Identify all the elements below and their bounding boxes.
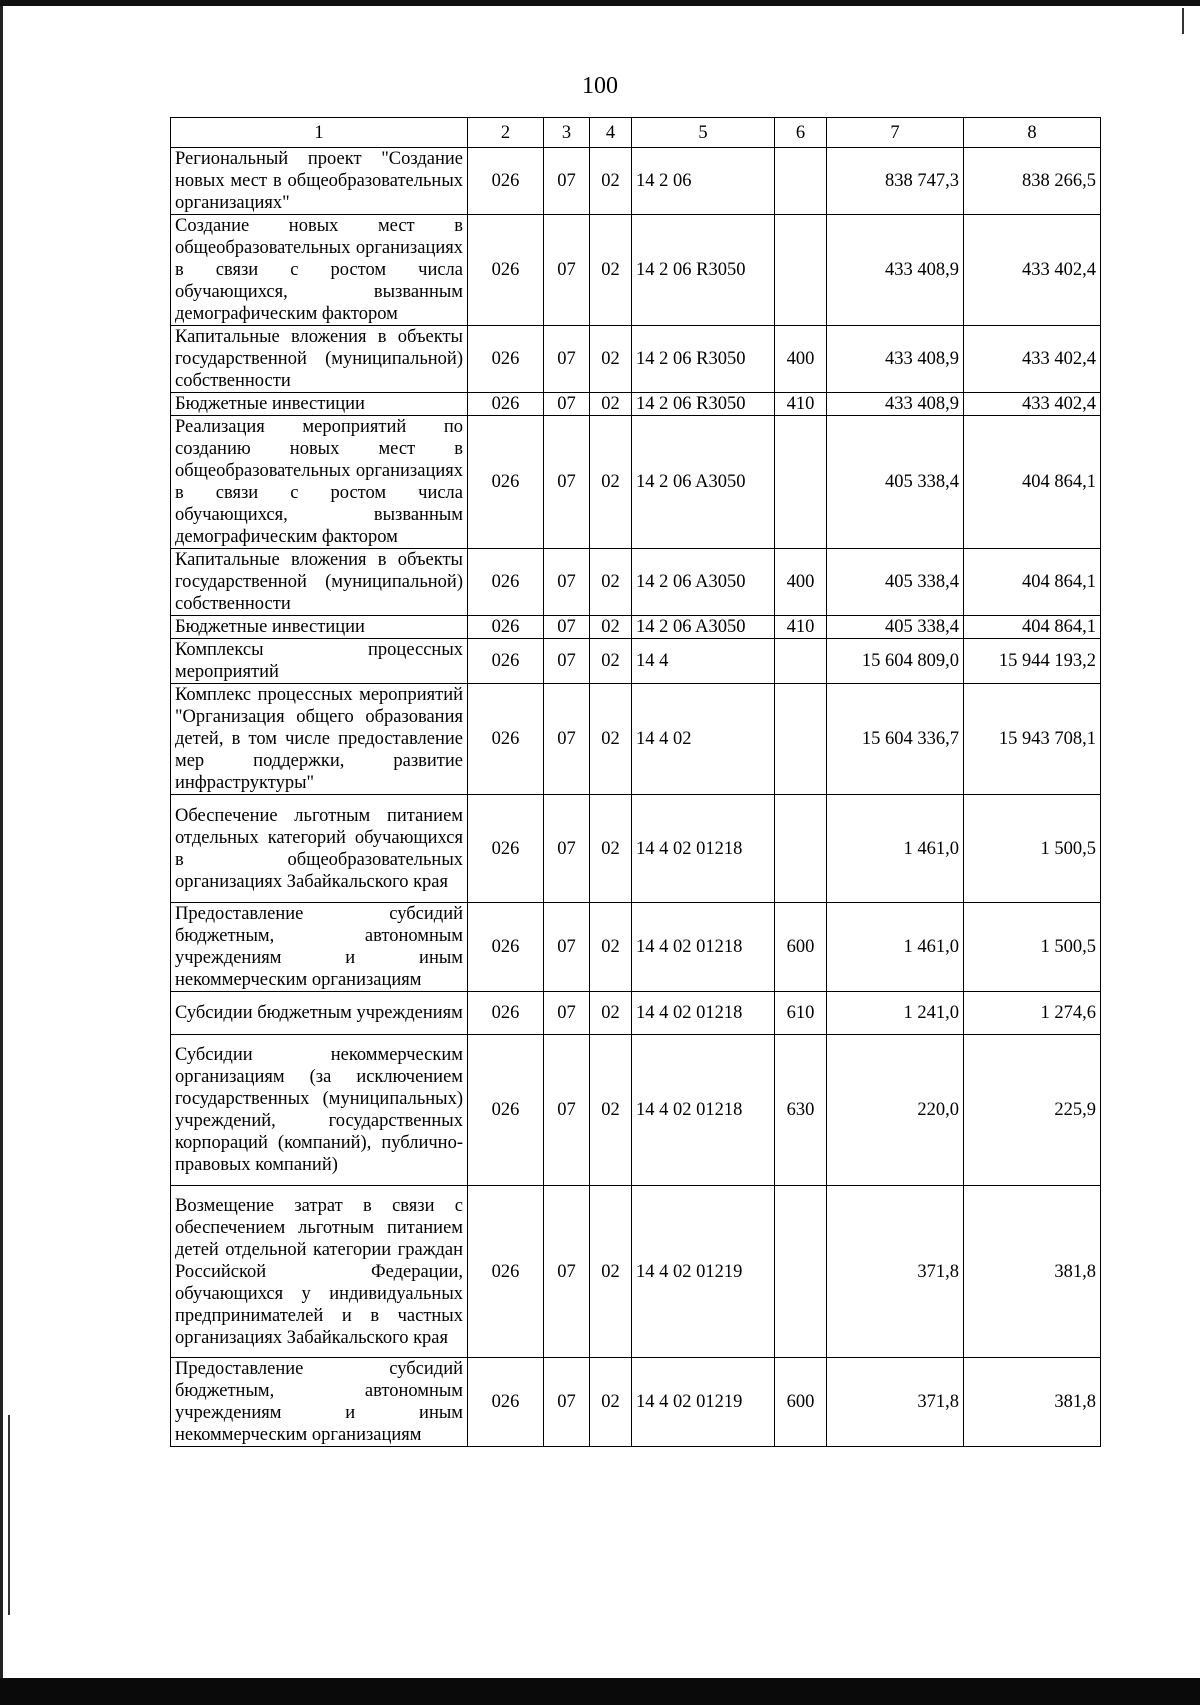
admin-code-cell: 026: [468, 416, 544, 549]
table-header: [171, 118, 1101, 148]
target-article-cell: 14 2 06 R3050: [632, 326, 775, 393]
table-row: [171, 616, 1101, 639]
column-header: 8: [964, 118, 1101, 148]
subsection-code-cell: 02: [590, 1035, 632, 1186]
admin-code-cell: 026: [468, 992, 544, 1035]
target-article-cell: 14 4 02 01219: [632, 1358, 775, 1447]
table-row: [171, 1035, 1101, 1186]
expense-type-cell: 600: [775, 1358, 827, 1447]
row-name-cell: Капитальные вложения в объекты государственной (муниципальной) собственности: [171, 549, 468, 616]
amount-year1-cell: 371,8: [827, 1358, 964, 1447]
subsection-code-cell: 02: [590, 549, 632, 616]
expense-type-cell: 410: [775, 616, 827, 639]
row-name-cell: Комплексы процессных мероприятий: [171, 639, 468, 684]
expense-type-cell: [775, 215, 827, 326]
amount-year1-cell: 405 338,4: [827, 549, 964, 616]
table-row: [171, 795, 1101, 903]
target-article-cell: 14 2 06: [632, 148, 775, 215]
section-code-cell: 07: [544, 416, 590, 549]
section-code-cell: 07: [544, 992, 590, 1035]
admin-code-cell: 026: [468, 215, 544, 326]
column-header: 5: [632, 118, 775, 148]
subsection-code-cell: 02: [590, 416, 632, 549]
subsection-code-cell: 02: [590, 393, 632, 416]
amount-year1-cell: 433 408,9: [827, 215, 964, 326]
target-article-cell: 14 4 02 01218: [632, 795, 775, 903]
table-row: [171, 639, 1101, 684]
section-code-cell: 07: [544, 639, 590, 684]
target-article-cell: 14 2 06 R3050: [632, 215, 775, 326]
admin-code-cell: 026: [468, 903, 544, 992]
admin-code-cell: 026: [468, 393, 544, 416]
section-code-cell: 07: [544, 1035, 590, 1186]
target-article-cell: 14 4: [632, 639, 775, 684]
section-code-cell: 07: [544, 1358, 590, 1447]
table-row: [171, 416, 1101, 549]
column-number-row: [171, 118, 1101, 148]
subsection-code-cell: 02: [590, 326, 632, 393]
amount-year2-cell: 404 864,1: [964, 549, 1101, 616]
subsection-code-cell: 02: [590, 992, 632, 1035]
expense-type-cell: 600: [775, 903, 827, 992]
amount-year1-cell: 838 747,3: [827, 148, 964, 215]
expense-type-cell: 630: [775, 1035, 827, 1186]
amount-year1-cell: 15 604 809,0: [827, 639, 964, 684]
amount-year1-cell: 220,0: [827, 1035, 964, 1186]
expense-type-cell: 410: [775, 393, 827, 416]
table-row: [171, 903, 1101, 992]
amount-year1-cell: 433 408,9: [827, 393, 964, 416]
subsection-code-cell: 02: [590, 148, 632, 215]
amount-year2-cell: 1 500,5: [964, 795, 1101, 903]
amount-year2-cell: 1 274,6: [964, 992, 1101, 1035]
column-header: 4: [590, 118, 632, 148]
target-article-cell: 14 4 02: [632, 684, 775, 795]
expense-type-cell: [775, 1186, 827, 1358]
row-name-cell: Капитальные вложения в объекты государственной (муниципальной) собственности: [171, 326, 468, 393]
subsection-code-cell: 02: [590, 684, 632, 795]
expense-type-cell: [775, 148, 827, 215]
section-code-cell: 07: [544, 148, 590, 215]
table-body: [171, 148, 1101, 1447]
target-article-cell: 14 2 06 R3050: [632, 393, 775, 416]
admin-code-cell: 026: [468, 795, 544, 903]
section-code-cell: 07: [544, 795, 590, 903]
expense-type-cell: [775, 639, 827, 684]
amount-year2-cell: 433 402,4: [964, 326, 1101, 393]
table-row: [171, 148, 1101, 215]
budget-table: [170, 117, 1101, 1447]
target-article-cell: 14 2 06 A3050: [632, 616, 775, 639]
section-code-cell: 07: [544, 684, 590, 795]
row-name-cell: Возмещение затрат в связи с обеспечением льготным питанием детей отдельной категории граждан Российской Федерации, обучающихся у индивидуальных предпринимателей и в частных организациях Забайкальского края: [171, 1186, 468, 1358]
amount-year2-cell: 404 864,1: [964, 616, 1101, 639]
admin-code-cell: 026: [468, 639, 544, 684]
amount-year1-cell: 1 241,0: [827, 992, 964, 1035]
page-number: 100: [582, 73, 618, 99]
subsection-code-cell: 02: [590, 1358, 632, 1447]
scan-artifact-mark: [8, 1415, 10, 1615]
target-article-cell: 14 4 02 01219: [632, 1186, 775, 1358]
section-code-cell: 07: [544, 393, 590, 416]
amount-year2-cell: 433 402,4: [964, 393, 1101, 416]
admin-code-cell: 026: [468, 1358, 544, 1447]
subsection-code-cell: 02: [590, 639, 632, 684]
amount-year1-cell: 371,8: [827, 1186, 964, 1358]
amount-year1-cell: 1 461,0: [827, 795, 964, 903]
target-article-cell: 14 4 02 01218: [632, 903, 775, 992]
subsection-code-cell: 02: [590, 1186, 632, 1358]
admin-code-cell: 026: [468, 549, 544, 616]
amount-year1-cell: 433 408,9: [827, 326, 964, 393]
amount-year2-cell: 225,9: [964, 1035, 1101, 1186]
table-row: [171, 1358, 1101, 1447]
section-code-cell: 07: [544, 1186, 590, 1358]
amount-year2-cell: 381,8: [964, 1358, 1101, 1447]
expense-type-cell: 400: [775, 549, 827, 616]
table-row: [171, 549, 1101, 616]
column-header: 2: [468, 118, 544, 148]
amount-year1-cell: 15 604 336,7: [827, 684, 964, 795]
scan-border-left: [0, 6, 3, 1678]
row-name-cell: Субсидии бюджетным учреждениям: [171, 992, 468, 1035]
section-code-cell: 07: [544, 616, 590, 639]
admin-code-cell: 026: [468, 616, 544, 639]
amount-year2-cell: 404 864,1: [964, 416, 1101, 549]
expense-type-cell: 400: [775, 326, 827, 393]
row-name-cell: Обеспечение льготным питанием отдельных категорий обучающихся в общеобразовательных организациях Забайкальского края: [171, 795, 468, 903]
amount-year1-cell: 405 338,4: [827, 416, 964, 549]
scan-border-bottom: [0, 1678, 1200, 1705]
column-header: 1: [171, 118, 468, 148]
subsection-code-cell: 02: [590, 215, 632, 326]
row-name-cell: Субсидии некоммерческим организациям (за исключением государственных (муниципальных) учреждений, государственных корпораций (компаний), публично-правовых компаний): [171, 1035, 468, 1186]
amount-year2-cell: 15 943 708,1: [964, 684, 1101, 795]
scan-artifact-mark: [1182, 8, 1184, 34]
target-article-cell: 14 4 02 01218: [632, 992, 775, 1035]
target-article-cell: 14 2 06 A3050: [632, 549, 775, 616]
target-article-cell: 14 2 06 A3050: [632, 416, 775, 549]
section-code-cell: 07: [544, 903, 590, 992]
admin-code-cell: 026: [468, 326, 544, 393]
row-name-cell: Предоставление субсидий бюджетным, автономным учреждениям и иным некоммерческим организациям: [171, 903, 468, 992]
row-name-cell: Комплекс процессных мероприятий "Организация общего образования детей, в том числе предоставление мер поддержки, развитие инфраструктуры": [171, 684, 468, 795]
row-name-cell: Бюджетные инвестиции: [171, 393, 468, 416]
amount-year2-cell: 15 944 193,2: [964, 639, 1101, 684]
admin-code-cell: 026: [468, 684, 544, 795]
target-article-cell: 14 4 02 01218: [632, 1035, 775, 1186]
table-row: [171, 992, 1101, 1035]
scan-border-top: [0, 0, 1200, 6]
expense-type-cell: [775, 416, 827, 549]
table-row: [171, 393, 1101, 416]
row-name-cell: Реализация мероприятий по созданию новых мест в общеобразовательных организациях в связи с ростом числа обучающихся, вызванным демографическим фактором: [171, 416, 468, 549]
section-code-cell: 07: [544, 215, 590, 326]
admin-code-cell: 026: [468, 1186, 544, 1358]
subsection-code-cell: 02: [590, 903, 632, 992]
row-name-cell: Предоставление субсидий бюджетным, автономным учреждениям и иным некоммерческим организациям: [171, 1358, 468, 1447]
table-row: [171, 215, 1101, 326]
table-row: [171, 1186, 1101, 1358]
subsection-code-cell: 02: [590, 616, 632, 639]
admin-code-cell: 026: [468, 1035, 544, 1186]
column-header: 7: [827, 118, 964, 148]
amount-year2-cell: 838 266,5: [964, 148, 1101, 215]
amount-year1-cell: 1 461,0: [827, 903, 964, 992]
section-code-cell: 07: [544, 326, 590, 393]
row-name-cell: Создание новых мест в общеобразовательных организациях в связи с ростом числа обучающихся, вызванным демографическим фактором: [171, 215, 468, 326]
column-header: 6: [775, 118, 827, 148]
expense-type-cell: [775, 684, 827, 795]
row-name-cell: Региональный проект "Создание новых мест в общеобразовательных организациях": [171, 148, 468, 215]
expense-type-cell: [775, 795, 827, 903]
amount-year2-cell: 1 500,5: [964, 903, 1101, 992]
subsection-code-cell: 02: [590, 795, 632, 903]
section-code-cell: 07: [544, 549, 590, 616]
amount-year2-cell: 381,8: [964, 1186, 1101, 1358]
admin-code-cell: 026: [468, 148, 544, 215]
row-name-cell: Бюджетные инвестиции: [171, 616, 468, 639]
table-row: [171, 326, 1101, 393]
table-row: [171, 684, 1101, 795]
amount-year1-cell: 405 338,4: [827, 616, 964, 639]
expense-type-cell: 610: [775, 992, 827, 1035]
column-header: 3: [544, 118, 590, 148]
amount-year2-cell: 433 402,4: [964, 215, 1101, 326]
